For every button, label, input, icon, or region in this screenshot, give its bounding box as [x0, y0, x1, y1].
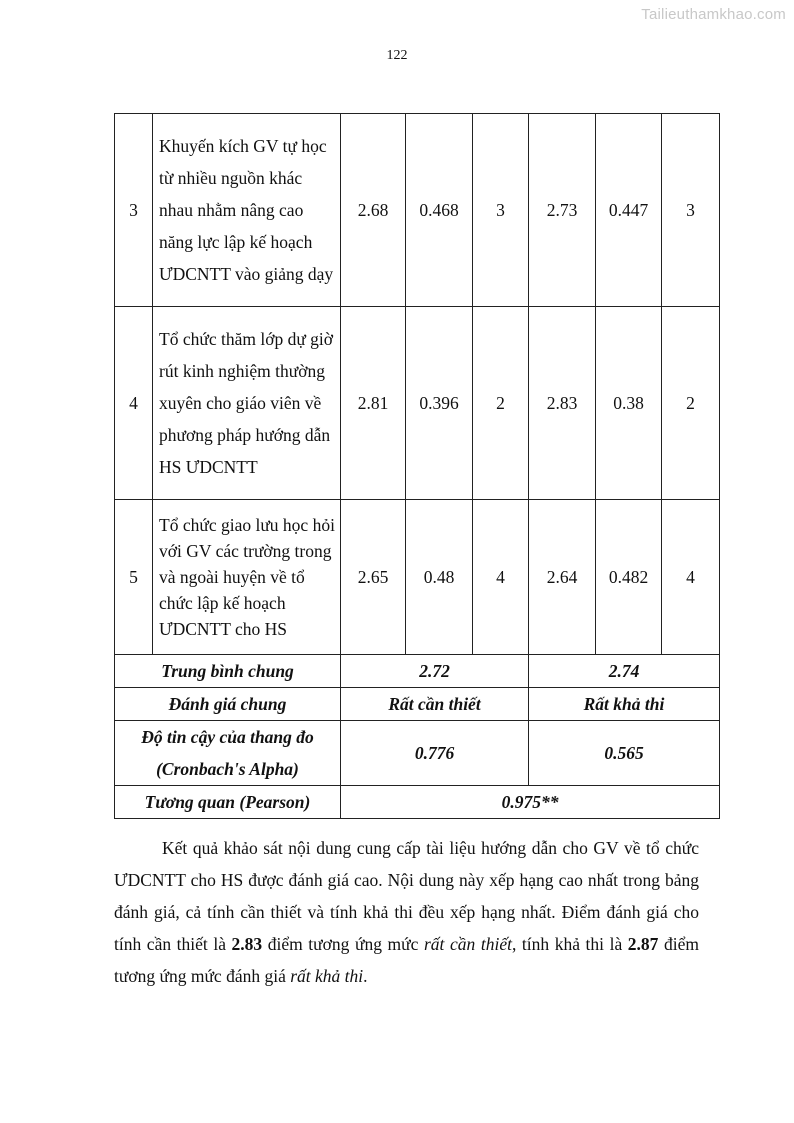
- feas-rank: 4: [662, 500, 720, 655]
- reliability-label-line2: (Cronbach's Alpha): [156, 759, 299, 779]
- need-sd: 0.48: [406, 500, 473, 655]
- correlation-row: [115, 786, 720, 819]
- feas-mean: 2.83: [529, 307, 596, 500]
- table-row: [115, 307, 720, 500]
- paragraph-text: , tính khả thi là: [511, 934, 628, 954]
- average-feas: 2.74: [529, 655, 720, 688]
- paragraph-text: .: [363, 966, 368, 986]
- evaluation-need: Rất cần thiết: [341, 688, 529, 721]
- feas-level: rất khả thi: [290, 966, 364, 986]
- table-row: [115, 114, 720, 307]
- watermark: Tailieuthamkhao.com: [641, 6, 786, 23]
- correlation-value: 0.975**: [341, 786, 720, 819]
- conclusion-paragraph: [114, 832, 699, 992]
- paragraph-text: điểm tương ứng mức: [262, 934, 424, 954]
- need-mean: 2.65: [341, 500, 406, 655]
- row-content: Khuyến kích GV tự học từ nhiều nguồn khác nhau nhằm nâng cao năng lực lập kế hoạch ƯDCNTT vào giảng dạy: [153, 114, 341, 307]
- evaluation-label: Đánh giá chung: [115, 688, 341, 721]
- reliability-row: [115, 721, 720, 786]
- reliability-need: 0.776: [341, 721, 529, 786]
- need-rank: 4: [473, 500, 529, 655]
- average-row: [115, 655, 720, 688]
- row-number: 5: [115, 500, 153, 655]
- feas-score: 2.87: [627, 934, 659, 954]
- row-number: 4: [115, 307, 153, 500]
- page-number: 122: [386, 48, 408, 63]
- evaluation-feas: Rất khả thi: [529, 688, 720, 721]
- reliability-label: [115, 721, 341, 786]
- need-sd: 0.396: [406, 307, 473, 500]
- row-content: Tổ chức giao lưu học hỏi với GV các trường trong và ngoài huyện về tổ chức lập kế hoạch ƯDCNTT cho HS: [153, 500, 341, 655]
- need-level: rất cần thiết: [424, 934, 512, 954]
- average-need: 2.72: [341, 655, 529, 688]
- need-rank: 2: [473, 307, 529, 500]
- feas-sd: 0.38: [596, 307, 662, 500]
- feas-mean: 2.73: [529, 114, 596, 307]
- need-score: 2.83: [231, 934, 263, 954]
- need-mean: 2.68: [341, 114, 406, 307]
- paragraph-text: điểm tương ứng mức đánh giá: [114, 934, 699, 986]
- average-label: Trung bình chung: [115, 655, 341, 688]
- need-sd: 0.468: [406, 114, 473, 307]
- reliability-feas: 0.565: [529, 721, 720, 786]
- feas-rank: 2: [662, 307, 720, 500]
- need-mean: 2.81: [341, 307, 406, 500]
- feas-sd: 0.482: [596, 500, 662, 655]
- evaluation-row: [115, 688, 720, 721]
- paragraph-text: Kết quả khảo sát nội dung cung cấp tài liệu hướng dẫn cho GV về tổ chức ƯDCNTT cho HS được đánh giá cao. Nội dung này xếp hạng cao nhất trong bảng đánh giá, cả tính cần thiết và tính khả thi đều xếp hạng nhất. Điểm đánh giá cho tính cần thiết là: [114, 838, 699, 954]
- need-rank: 3: [473, 114, 529, 307]
- row-number: 3: [115, 114, 153, 307]
- survey-table: [114, 113, 720, 819]
- feas-rank: 3: [662, 114, 720, 307]
- feas-mean: 2.64: [529, 500, 596, 655]
- correlation-label: Tương quan (Pearson): [115, 786, 341, 819]
- table-row: [115, 500, 720, 655]
- reliability-label-line1: Độ tin cậy của thang đo: [141, 727, 314, 747]
- row-content: Tổ chức thăm lớp dự giờ rút kinh nghiệm thường xuyên cho giáo viên về phương pháp hướng dẫn HS ƯDCNTT: [153, 307, 341, 500]
- feas-sd: 0.447: [596, 114, 662, 307]
